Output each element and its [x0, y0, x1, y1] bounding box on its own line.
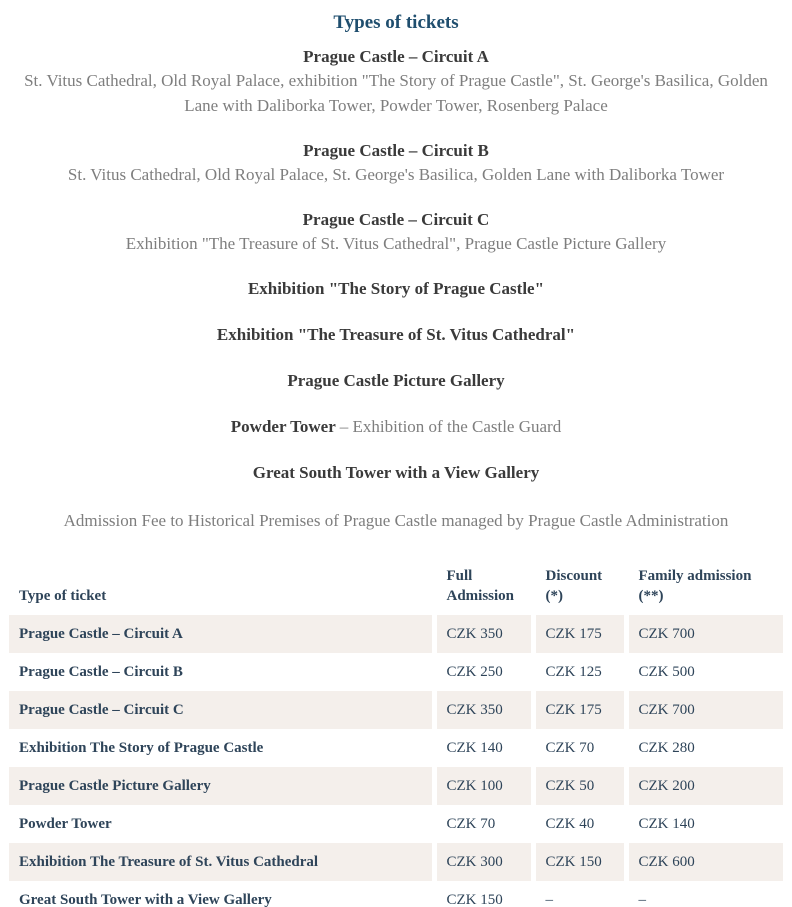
price-cell: CZK 350: [434, 615, 533, 653]
price-cell: –: [626, 881, 783, 907]
table-row: [9, 615, 783, 653]
table-row: [9, 767, 783, 805]
price-cell: CZK 100: [434, 767, 533, 805]
ticket-name-cell: Prague Castle – Circuit B: [19, 664, 183, 680]
price-cell: CZK 70: [533, 729, 626, 767]
table-row: [9, 729, 783, 767]
table-row: [9, 881, 783, 907]
header-full-admission: Full Admission: [434, 552, 533, 615]
ticket-name-cell: Powder Tower: [19, 816, 112, 832]
price-cell: CZK 150: [533, 843, 626, 881]
price-cell: CZK 350: [434, 691, 533, 729]
ticket-prices-table: [9, 552, 783, 907]
section-heading: Prague Castle – Circuit A: [303, 47, 489, 66]
section-description-inline: – Exhibition of the Castle Guard: [339, 417, 562, 436]
price-cell: CZK 700: [626, 615, 783, 653]
ticket-name-cell: Prague Castle – Circuit C: [19, 702, 184, 718]
table-header-row: [9, 552, 783, 615]
price-cell: CZK 175: [533, 615, 626, 653]
header-family-admission: Family admission (**): [626, 552, 783, 615]
price-cell: CZK 125: [533, 653, 626, 691]
section-circuit-a: [8, 46, 784, 118]
section-heading: Prague Castle Picture Gallery: [287, 371, 505, 390]
price-cell: CZK 140: [626, 805, 783, 843]
price-cell: CZK 300: [434, 843, 533, 881]
admission-note: Admission Fee to Historical Premises of Prague Castle managed by Prague Castle Administration: [63, 511, 729, 530]
section-heading: Exhibition "The Treasure of St. Vitus Cathedral": [216, 325, 576, 344]
section-heading: Prague Castle – Circuit C: [302, 210, 490, 229]
header-discount: Discount (*): [533, 552, 626, 615]
section-heading: Prague Castle – Circuit B: [303, 141, 489, 160]
price-cell: CZK 600: [626, 843, 783, 881]
ticket-name-cell: Prague Castle – Circuit A: [19, 626, 183, 642]
table-row: [9, 843, 783, 881]
section-heading: Exhibition "The Story of Prague Castle": [247, 279, 545, 298]
ticket-name-cell: Prague Castle Picture Gallery: [19, 778, 211, 794]
price-cell: CZK 500: [626, 653, 783, 691]
price-cell: CZK 150: [434, 881, 533, 907]
ticket-name-cell: Great South Tower with a View Gallery: [19, 892, 272, 907]
price-cell: –: [533, 881, 626, 907]
section-exhibition-story: [8, 278, 784, 300]
price-cell: CZK 200: [626, 767, 783, 805]
price-cell: CZK 50: [533, 767, 626, 805]
section-circuit-c: [8, 209, 784, 256]
price-cell: CZK 70: [434, 805, 533, 843]
section-description: St. Vitus Cathedral, Old Royal Palace, exhibition "The Story of Prague Castle", St. George's Basilica, Golden Lane with Daliborka Tower, Powder Tower, Rosenberg Palace: [24, 71, 768, 115]
price-cell: CZK 280: [626, 729, 783, 767]
price-cell: CZK 250: [434, 653, 533, 691]
section-heading: Powder Tower: [230, 417, 336, 436]
section-picture-gallery: [8, 370, 784, 392]
table-row: [9, 691, 783, 729]
section-heading: Great South Tower with a View Gallery: [252, 463, 540, 482]
section-description: St. Vitus Cathedral, Old Royal Palace, St. George's Basilica, Golden Lane with Daliborka Tower: [67, 165, 725, 184]
ticket-name-cell: Exhibition The Treasure of St. Vitus Cathedral: [19, 854, 319, 870]
section-circuit-b: [8, 140, 784, 187]
price-cell: CZK 175: [533, 691, 626, 729]
section-great-south-tower: [8, 462, 784, 484]
page-title: Types of tickets: [333, 12, 459, 33]
section-description: Exhibition "The Treasure of St. Vitus Cathedral", Prague Castle Picture Gallery: [125, 234, 667, 253]
table-row: [9, 805, 783, 843]
price-cell: CZK 40: [533, 805, 626, 843]
price-cell: CZK 700: [626, 691, 783, 729]
table-row: [9, 653, 783, 691]
header-type-of-ticket: Type of ticket: [19, 588, 107, 604]
price-cell: CZK 140: [434, 729, 533, 767]
section-powder-tower: [8, 416, 784, 438]
ticket-name-cell: Exhibition The Story of Prague Castle: [19, 740, 264, 756]
section-exhibition-treasure: [8, 324, 784, 346]
